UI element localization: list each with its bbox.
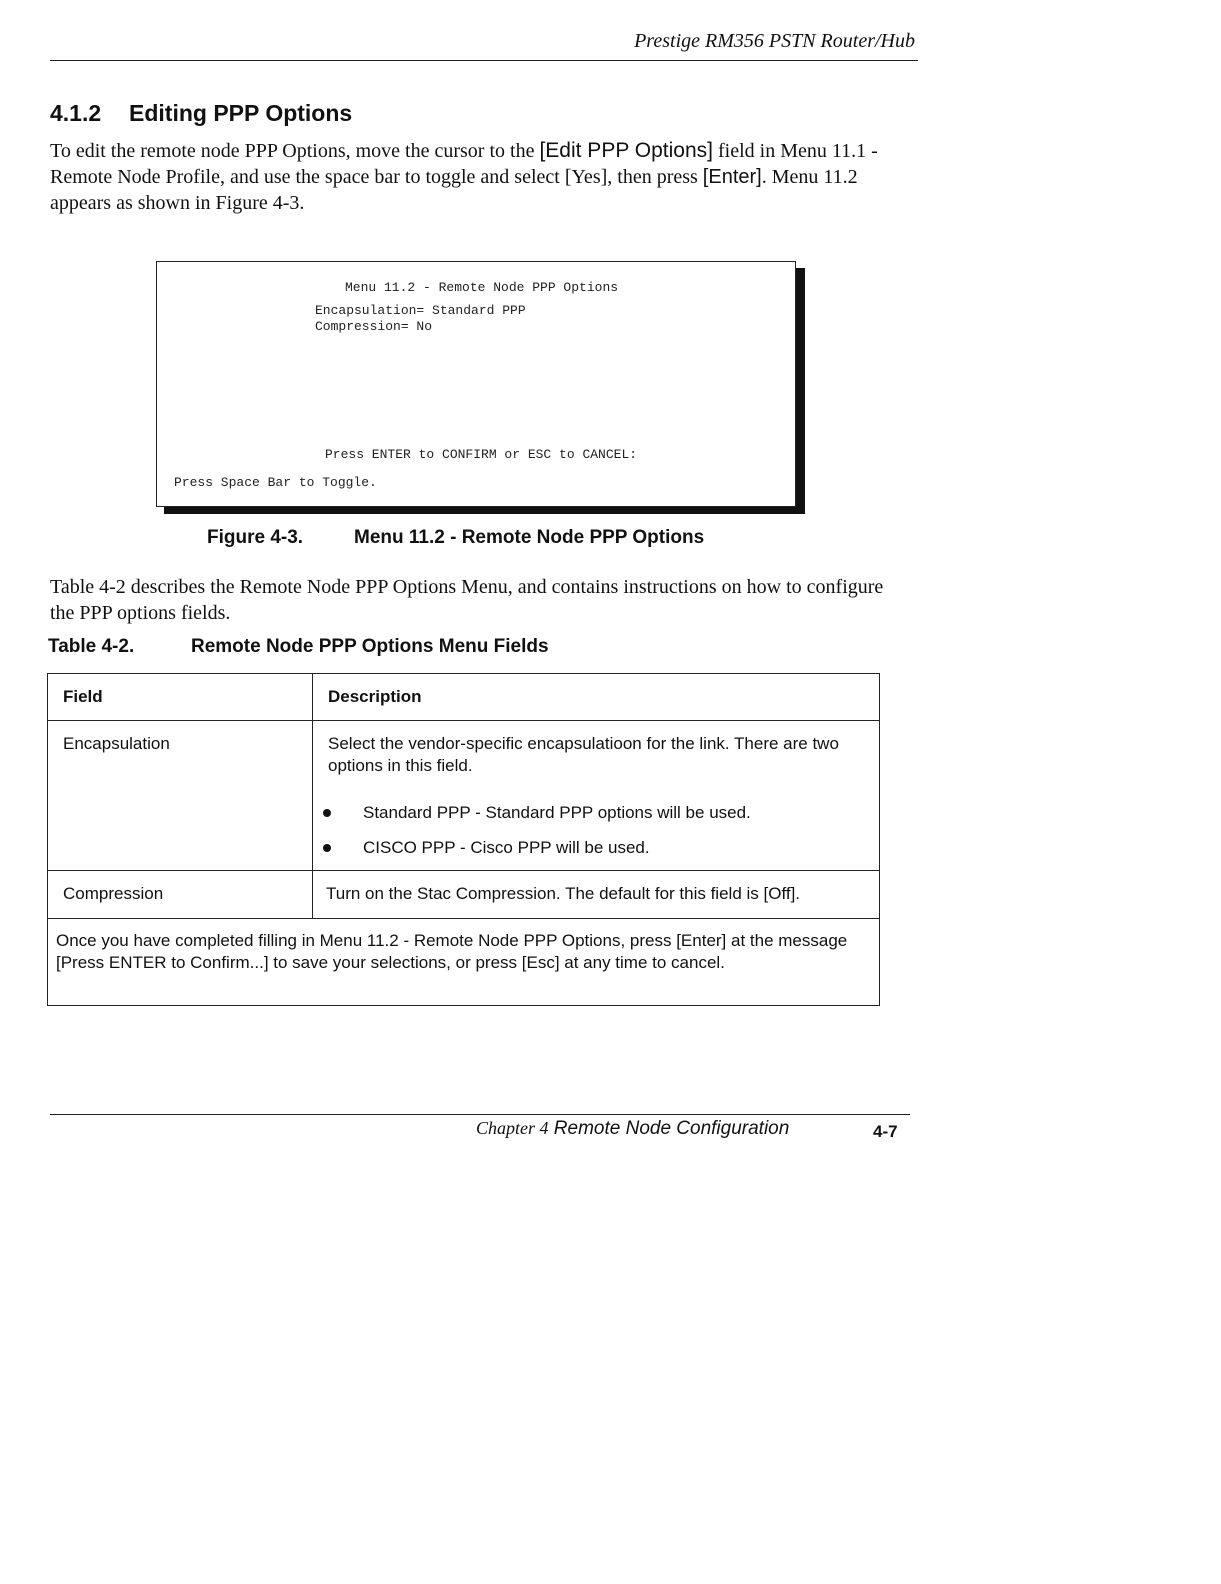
terminal-toggle-hint: Press Space Bar to Toggle. bbox=[174, 475, 377, 490]
table-footer-divider bbox=[48, 918, 879, 919]
section-number: 4.1.2 bbox=[50, 100, 102, 126]
terminal-confirm-prompt: Press ENTER to CONFIRM or ESC to CANCEL: bbox=[325, 447, 638, 462]
table-header-divider bbox=[48, 720, 879, 721]
terminal-screen bbox=[156, 261, 796, 507]
table-column-divider bbox=[312, 674, 313, 918]
field-compression: Compression bbox=[63, 884, 164, 903]
edit-ppp-options-field-ref: [Edit PPP Options] bbox=[539, 139, 713, 162]
footer-chapter-prefix: Chapter 4 bbox=[476, 1118, 549, 1138]
terminal-menu-title: Menu 11.2 - Remote Node PPP Options bbox=[345, 280, 619, 295]
header-field: Field bbox=[63, 687, 103, 706]
running-header: Prestige RM356 PSTN Router/Hub bbox=[634, 30, 915, 52]
description-compression: Turn on the Stac Compression. The default for this field is [Off]. bbox=[326, 884, 801, 903]
bullet-cisco-ppp: CISCO PPP - Cisco PPP will be used. bbox=[363, 838, 650, 857]
intro-text-3: . Menu 11.2 appears as shown in Figure 4-3. bbox=[50, 166, 858, 214]
intro-paragraph bbox=[50, 138, 890, 216]
table-intro-paragraph: Table 4-2 describes the Remote Node PPP Options Menu, and contains instructions on how to configure the PPP options fields. bbox=[50, 576, 884, 624]
terminal-encapsulation-line: Encapsulation= Standard PPP bbox=[315, 303, 526, 318]
intro-text-1: To edit the remote node PPP Options, move the cursor to the bbox=[50, 140, 540, 162]
figure-label: Figure 4-3. bbox=[207, 527, 304, 548]
terminal-shadow-right bbox=[796, 268, 805, 514]
bullet-standard-ppp: Standard PPP - Standard PPP options will be used. bbox=[363, 803, 751, 822]
table-label: Table 4-2. bbox=[48, 636, 135, 657]
table-title: Remote Node PPP Options Menu Fields bbox=[191, 636, 549, 657]
table-caption bbox=[48, 636, 549, 658]
figure-caption bbox=[207, 527, 704, 549]
intro-text-2: field in Menu 11.1 - Remote Node Profile, and use the space bar to toggle and select [Yes], then press bbox=[50, 140, 878, 188]
footer-chapter bbox=[476, 1118, 789, 1140]
figure-title: Menu 11.2 - Remote Node PPP Options bbox=[354, 527, 705, 548]
description-encapsulation: Select the vendor-specific encapsulatioon for the link. There are two options in this field. bbox=[328, 734, 839, 775]
enter-key-ref: [Enter] bbox=[702, 166, 762, 188]
table-row-divider bbox=[48, 870, 879, 871]
header-rule bbox=[50, 60, 918, 61]
table-footer-note: Once you have completed filling in Menu 11.2 - Remote Node PPP Options, press [Enter] at the message [Press ENTER to Confirm...] to save your selections, or press [Esc] at any time to cancel. bbox=[56, 931, 848, 972]
footer-rule bbox=[50, 1114, 910, 1115]
bullet-dot bbox=[323, 809, 331, 817]
section-heading bbox=[50, 100, 352, 127]
header-description: Description bbox=[328, 687, 422, 706]
field-encapsulation: Encapsulation bbox=[63, 734, 170, 753]
page-number: 4-7 bbox=[873, 1122, 898, 1141]
section-title: Editing PPP Options bbox=[129, 100, 353, 126]
terminal-shadow-bottom bbox=[164, 506, 805, 514]
footer-chapter-title: Remote Node Configuration bbox=[548, 1118, 790, 1139]
fields-table bbox=[47, 673, 880, 1006]
bullet-dot bbox=[323, 844, 331, 852]
terminal-compression-line: Compression= No bbox=[315, 319, 433, 334]
